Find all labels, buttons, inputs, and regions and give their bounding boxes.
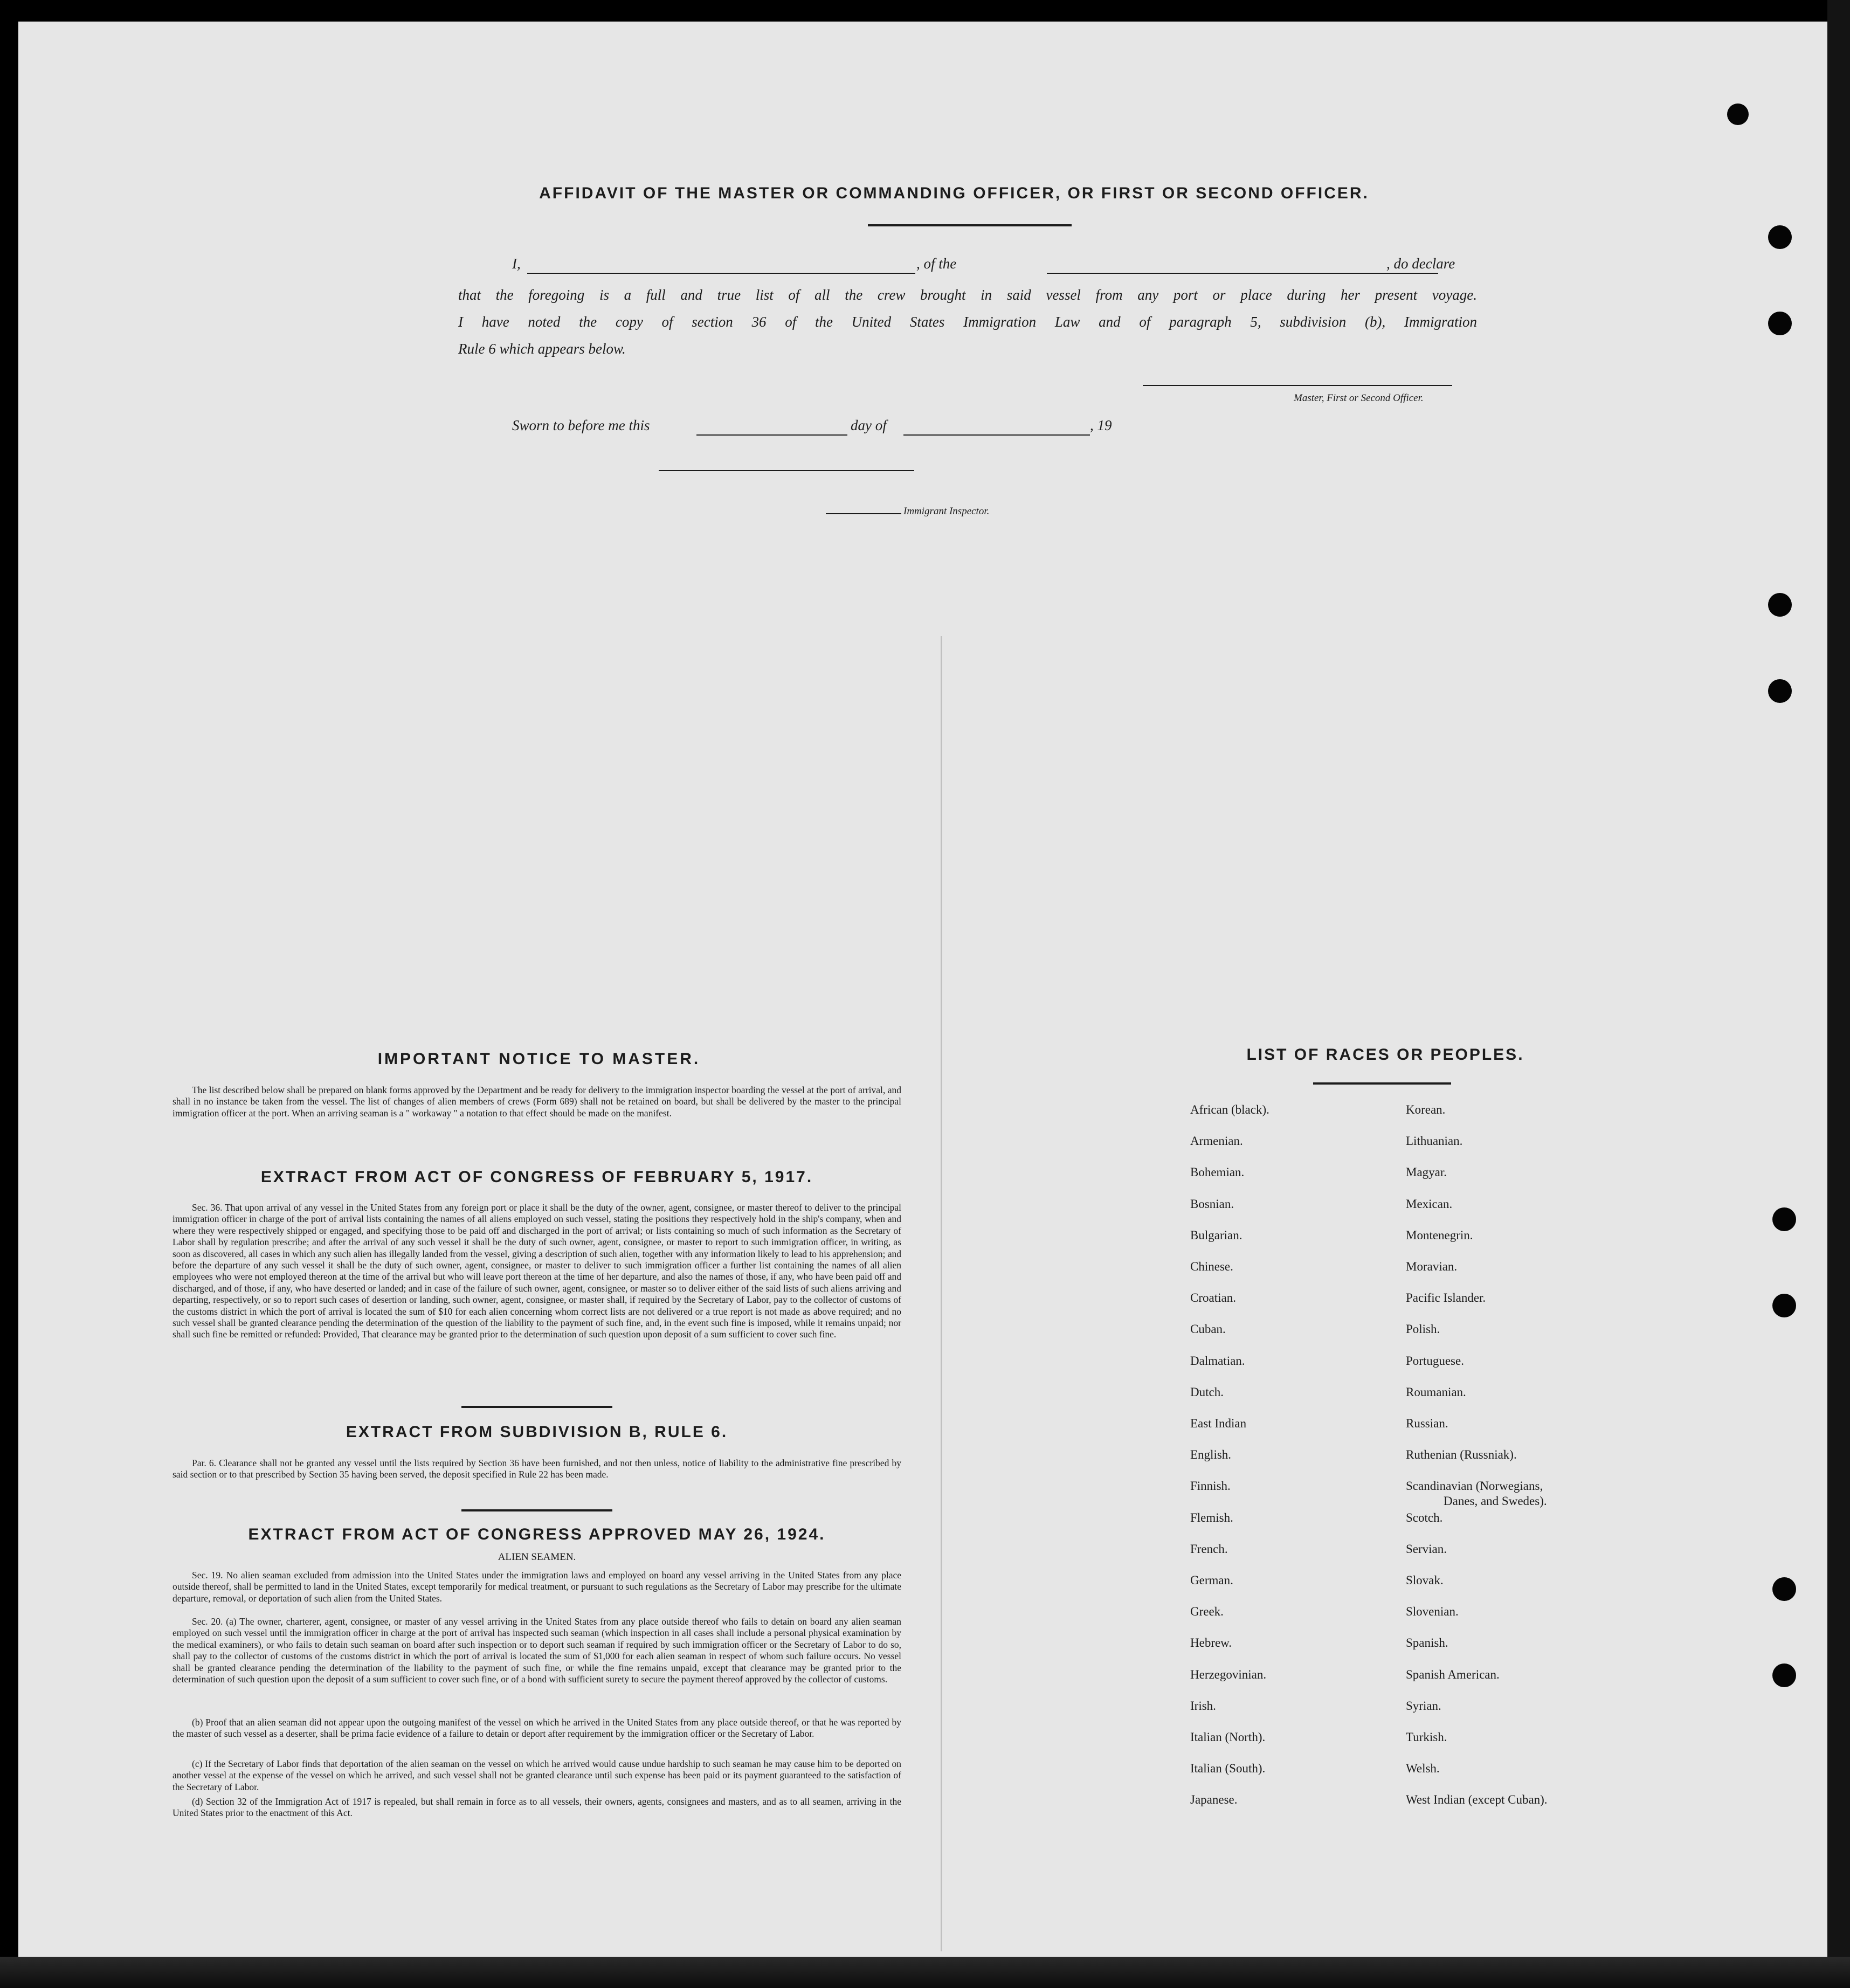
of-the-label: , of the xyxy=(916,256,957,272)
race-item: Finnish. xyxy=(1190,1479,1231,1493)
race-item: Portuguese. xyxy=(1406,1354,1464,1368)
race-item: Bosnian. xyxy=(1190,1197,1234,1211)
vessel-field-line xyxy=(1047,273,1438,274)
race-item: Turkish. xyxy=(1406,1730,1447,1744)
sworn-label: Sworn to before me this xyxy=(512,417,650,433)
notice-title: IMPORTANT NOTICE TO MASTER. xyxy=(377,1050,701,1068)
extract-1924-subtitle: ALIEN SEAMEN. xyxy=(498,1551,576,1563)
race-item: Japanese. xyxy=(1190,1793,1238,1807)
race-item: Italian (South). xyxy=(1190,1762,1266,1776)
race-item: Syrian. xyxy=(1406,1699,1441,1713)
binder-hole xyxy=(1768,593,1792,617)
race-item: Flemish. xyxy=(1190,1510,1233,1524)
subdivision-title: EXTRACT FROM SUBDIVISION B, RULE 6. xyxy=(346,1423,728,1441)
race-item: Slovak. xyxy=(1406,1573,1444,1587)
binder-hole xyxy=(1772,1663,1796,1687)
scan-border-right xyxy=(1827,0,1850,1988)
binder-hole xyxy=(1768,679,1792,703)
month-field-line xyxy=(903,434,1090,436)
race-item: Korean. xyxy=(1406,1103,1446,1116)
pronoun-label: I, xyxy=(512,256,521,272)
paper-fold xyxy=(941,636,942,1951)
signature-line xyxy=(1143,385,1452,386)
race-item: Russian. xyxy=(1406,1417,1448,1430)
race-item: West Indian (except Cuban). xyxy=(1406,1793,1548,1807)
race-item: Dutch. xyxy=(1190,1385,1224,1399)
race-item: German. xyxy=(1190,1573,1233,1587)
race-item: Roumanian. xyxy=(1406,1385,1466,1399)
race-item: Magyar. xyxy=(1406,1165,1447,1179)
section-rule xyxy=(461,1406,612,1408)
race-item: French. xyxy=(1190,1542,1228,1556)
binder-hole xyxy=(1772,1207,1796,1231)
day-of-label: day of xyxy=(851,417,887,433)
race-item: Cuban. xyxy=(1190,1322,1226,1336)
race-item: Chinese. xyxy=(1190,1260,1233,1273)
day-field-line xyxy=(696,434,847,436)
race-item: Servian. xyxy=(1406,1542,1447,1556)
section-rule xyxy=(461,1509,612,1511)
race-item: Lithuanian. xyxy=(1406,1134,1463,1148)
races-title: LIST OF RACES OR PEOPLES. xyxy=(1246,1046,1524,1064)
race-item: Moravian. xyxy=(1406,1260,1458,1273)
race-item: Slovenian. xyxy=(1406,1605,1459,1619)
year-label: , 19 xyxy=(1090,417,1112,433)
sec-19-text: Sec. 19. No alien seaman excluded from admission into the United States under the immigration laws and employed on board any vessel arriving in the United States from any place outside thereof, shall be permitted to land in the United States, except temporarily for medical treatment, or pursuant to such regulations as the Secretary of Labor may prescribe for the ultimate departure, removal, or deportation of such alien from the United States. xyxy=(172,1570,901,1604)
race-item: Scandinavian (Norwegians, xyxy=(1406,1479,1543,1493)
race-item: Armenian. xyxy=(1190,1134,1243,1148)
race-item: Croatian. xyxy=(1190,1291,1236,1305)
race-item: Herzegovinian. xyxy=(1190,1667,1267,1681)
race-item: Bulgarian. xyxy=(1190,1228,1242,1242)
declare-line xyxy=(458,254,1477,281)
race-item: Welsh. xyxy=(1406,1762,1440,1776)
race-item: Pacific Islander. xyxy=(1406,1291,1486,1305)
race-item: Spanish. xyxy=(1406,1636,1448,1650)
races-rule xyxy=(1313,1082,1451,1085)
race-item: English. xyxy=(1190,1448,1232,1462)
race-item: Greek. xyxy=(1190,1605,1224,1619)
race-item: African (black). xyxy=(1190,1103,1269,1116)
extract-1917-text: Sec. 36. That upon arrival of any vessel in the United States from any foreign port or place it shall be the duty of the owner, agent, consignee, or master thereof to deliver to the principal immigration officer in charge of the port of arrival lists containing the names of all aliens employed on such vessel, stating the positions they respectively hold in the ship's company, when and where they were respectively shipped or engaged, and specifying those to be paid off and discharged in the port of arrival; or lists containing so much of such information as the Secretary of Labor shall by regulation prescribe; and after the arrival of any such vessel it shall be the duty of such owner, agent, consignee, or master to report to such immigration officer, in writing, as soon as discovered, all cases in which any such alien has illegally landed from the vessel, giving a description of such alien, together with any information likely to lead to his apprehension; and before the departure of any such vessel it shall be the duty of such owner, agent, consignee, or master to deliver to such immigration officer a further list containing the names of all alien employees who were not employed thereon at the time of the arrival but who will leave port thereon at the time of her departure, and also the names of those, if any, who have been paid off and discharged, and of those, if any, who have deserted or landed; and in case of the failure of such owner, agent, consignee, or master so to deliver either of the said lists of such aliens arriving and departing, respectively, or so to report such cases of desertion or landing, such owner, agent, consignee, or master shall, if required by the Secretary of Labor, pay to the collector of customs of the customs district in which the port of arrival is located the sum of $10 for each alien concerning whom correct lists are not delivered or a true report is not made as above required; and no such vessel shall be granted clearance pending the determination of the question of the liability to the payment of such fine, and, in the event such fine is imposed, while it remains unpaid; nor shall such fine be remitted or refunded: Provided, That clearance may be granted prior to the determination of such question upon deposit of a sum sufficient to cover such fine. xyxy=(172,1202,901,1340)
sec-20a-text: Sec. 20. (a) The owner, charterer, agent, consignee, or master of any vessel arriving in the United States from any place outside thereof who fails to detain on board any alien seaman employed on such vessel until the immigration officer in charge at the port of arrival has inspected such seaman (which inspection in all cases shall include a personal physical examination by the medical examiners), or who fails to detain such seaman on board after such inspection or to deport such seaman if required by such immigration officer or the Secretary of Labor to do so, shall pay to the collector of customs of the customs district in which the port of arrival is located the sum of $1,000 for each alien seaman in respect of whom such failure occurs. No vessel shall be granted clearance pending the determination of the liability to the payment of such fine, or while the fine remains unpaid, except that clearance may be granted prior to the determination of such question upon the deposit of a sum sufficient to cover such fine, or of a bond with sufficient surety to secure the payment thereof approved by the collector of customs. xyxy=(172,1616,901,1685)
race-item: Irish. xyxy=(1190,1699,1216,1713)
binder-hole xyxy=(1727,103,1749,125)
affidavit-line-2: that the foregoing is a full and true list of all the crew brought in said vessel from any port or place during her present voyage. xyxy=(458,287,1477,303)
binder-hole xyxy=(1772,1577,1796,1601)
race-item: Dalmatian. xyxy=(1190,1354,1245,1368)
race-item: Scotch. xyxy=(1406,1510,1443,1524)
affidavit-title: AFFIDAVIT OF THE MASTER OR COMMANDING OFFICER, OR FIRST OR SECOND OFFICER. xyxy=(539,184,1369,202)
affidavit-body xyxy=(458,254,1477,362)
scan-border-bottom xyxy=(0,1957,1850,1988)
race-item: Italian (North). xyxy=(1190,1730,1266,1744)
race-item: East Indian xyxy=(1190,1417,1247,1430)
race-item: Spanish American. xyxy=(1406,1667,1500,1681)
sec-20b-text: (b) Proof that an alien seaman did not appear upon the outgoing manifest of the vessel on which he arrived in the United States from any place outside thereof, or that he was reported by the master of such vessel as a deserter, shall be prima facie evidence of a failure to detain or deport after requirement by the immigration officer or the Secretary of Labor. xyxy=(172,1717,901,1740)
binder-hole xyxy=(1772,1294,1796,1317)
binder-hole xyxy=(1768,225,1792,249)
race-item: Polish. xyxy=(1406,1322,1440,1336)
subdivision-text: Par. 6. Clearance shall not be granted any vessel until the lists required by Section 36 have been furnished, and not then unless, notice of liability to the administrative fine prescribed by said section or to that prescribed by Section 35 having been served, the deposit specified in Rule 22 has been made. xyxy=(172,1458,901,1480)
race-item: Bohemian. xyxy=(1190,1165,1245,1179)
signature-label: Master, First or Second Officer. xyxy=(1294,392,1424,404)
extract-1924-title: EXTRACT FROM ACT OF CONGRESS APPROVED MAY 26, 1924. xyxy=(248,1525,826,1543)
binder-hole xyxy=(1768,312,1792,335)
do-declare-label: , do declare xyxy=(1386,256,1455,272)
affidavit-line-3: I have noted the copy of section 36 of the United States Immigration Law and of paragraph 5, subdivision (b), Immigration xyxy=(458,314,1477,330)
inspector-label: Immigrant Inspector. xyxy=(903,506,990,517)
inspector-signature-line xyxy=(659,470,914,471)
extract-1917-title: EXTRACT FROM ACT OF CONGRESS OF FEBRUARY 5, 1917. xyxy=(260,1168,813,1186)
notice-text: The list described below shall be prepared on blank forms approved by the Department and be ready for delivery to the immigration inspector boarding the vessel at the port of arrival, and shall in no instance be taken from the vessel. The list of changes of alien members of crews (Form 689) shall not be retained on board, but shall be delivered by the master to the principal immigration officer at the port. When an arriving seaman is a " workaway " a notation to that effect should be made on the manifest. xyxy=(172,1085,901,1119)
sec-20d-text: (d) Section 32 of the Immigration Act of 1917 is repealed, but shall remain in force as to all vessels, their owners, agents, consignees and masters, and as to all seamen, arriving in the United States prior to the enactment of this Act. xyxy=(172,1796,901,1819)
race-item: Ruthenian (Russniak). xyxy=(1406,1448,1517,1462)
inspector-name-line xyxy=(826,513,901,514)
race-item: Mexican. xyxy=(1406,1197,1453,1211)
name-field-line xyxy=(527,273,915,274)
sec-20c-text: (c) If the Secretary of Labor finds that deportation of the alien seaman on the vessel on which he arrived would cause undue hardship to such seaman he may cause him to be deported on another vessel at the expense of the vessel on which he arrived, and such vessel shall not be granted clearance until such expense has been paid or its payment guaranteed to the satisfaction of the Secretary of Labor. xyxy=(172,1758,901,1792)
race-continuation: Danes, and Swedes). xyxy=(1444,1494,1547,1508)
race-item: Montenegrin. xyxy=(1406,1228,1473,1242)
title-rule xyxy=(868,224,1072,226)
affidavit-line-4: Rule 6 which appears below. xyxy=(458,341,626,357)
race-item: Hebrew. xyxy=(1190,1636,1232,1650)
